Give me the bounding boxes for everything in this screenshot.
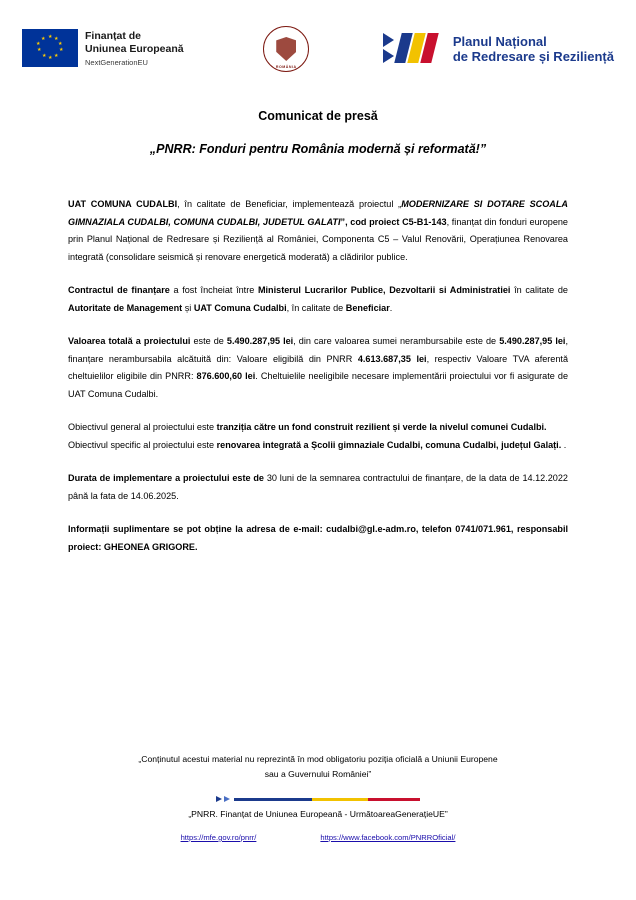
p2-text-b: a fost încheiat între [169,285,258,295]
p1-project-name: MODERNIZARE SI DOTARE SCOALA GIMNAZIALA CUDALBI, COMUNA CUDALBI, JUDETUL GALATI [68,199,568,227]
paragraph-6 [68,470,568,505]
disclaimer-line-2: sau a Guvernului României” [264,769,372,779]
pnrr-line-2: de Redresare și Reziliență [452,49,614,64]
p1-text-d: ”, cod proiect [340,216,403,227]
p2-uat: UAT Comuna Cudalbi [193,302,287,313]
p3-vat-value: 876.600,60 lei [196,371,256,381]
p4-text-b: este [194,422,217,432]
p4-general-objective: tranziția către un fond construit rezilient și verde la nivelul comunei Cudalbi. [216,422,547,432]
p6-duration-label: Durata de implementare [68,473,173,483]
eu-line-1: Finanțat de [85,30,142,42]
p4-general-objective-label: Obiectivul general al proiectului [68,422,195,432]
footer-note: „PNRR. Finanțat de Uniunea Europeană - UrmătoareaGenerațieUE” [188,809,448,819]
romania-government-seal-icon [263,26,309,72]
eu-flag-icon [22,29,78,67]
p7-contact-info: Informații suplimentare se pot obține la adresa de e-mail: cudalbi@gl.e-adm.ro, telefon 0741/071.961, responsabil proiect: GHEONEA GRIGORE. [68,524,568,552]
p3-eligible-value: 4.613.687,35 lei [357,353,427,364]
link-mfe[interactable]: https://mfe.gov.ro/pnrr/ [180,833,257,842]
p2-contract-label: Contractul de finanțare [68,285,170,295]
logo-header [22,18,614,80]
paragraph-1 [68,196,568,266]
p6-duration-value: 30 luni de la semnarea contractului de finanțare, de la data de 14.12.2022 până la fata de 14.06.2025. [68,473,568,501]
p3-nonreimbursable-value: 5.490.287,95 lei [499,336,566,346]
footer-flag-bar-icon [168,796,468,803]
p2-text-h: , în calitate de [286,302,346,313]
p5-specific-objective-label: Obiectivul specific al proiectului [68,439,195,450]
p1-project-code: C5-B1-143 [402,216,447,227]
document-footer [0,752,636,842]
eu-line-3: NextGenerationEU [85,58,148,67]
p5-text-d: . [561,439,567,450]
p3-text-j: . Cheltuielile neeligibile necesare implementării proiectului vor fi asigurate de UAT Comuna Cudalbi. [68,371,568,399]
pnrr-logo-text [453,34,614,64]
p3-text-d: , din care valoarea sumei nerambursabile este de [293,336,500,346]
link-facebook[interactable]: https://www.facebook.com/PNRROficial/ [320,833,456,842]
p3-text-h: , respectiv Valoare TVA aferentă cheltuielilor eligibile din PNRR: [68,353,569,381]
paragraph-3 [68,333,568,403]
eu-funding-text [85,29,184,69]
p3-total-value-label: Valoarea totală a proiectului [68,336,191,346]
p2-beneficiary-role: Beneficiar [345,302,390,313]
p2-text-d: în calitate de [510,285,568,295]
eu-stars: ★ ★ ★ ★ ★ ★ ★ ★ ★ ★ [36,34,64,61]
p1-text-f: , finanțat din fonduri europene prin Planul Național de Redresare și Reziliență al României, Componenta C5 – Valul Renovării, Operațiunea Renovarea integrată (consolidare seismică și renovare energetică moderată) a clădirilor publice. [68,216,568,262]
document-body [68,196,568,556]
disclaimer-line-1: „Conținutul acestui material nu reprezintă în mod obligatoriu poziția oficială a Uniunii Europene [138,754,498,764]
paragraph-2 [68,282,568,317]
pnrr-logo [383,32,614,66]
p5-text-b: este [194,439,217,450]
p3-text-f: , finanțare nerambursabila alcătuită din: Valoare eligibilă din PNRR [68,336,568,364]
p6-text-b: a proiectului este de [172,473,267,483]
footer-links [0,833,636,842]
crest-shape [276,37,296,61]
paragraph-7 [68,521,568,556]
seal-ring-label: ROMÂNIA [275,65,297,69]
eu-line-2: Uniunea Europeană [85,42,184,55]
p5-specific-objective: renovarea integrată a Școlii gimnaziale Cudalbi, comuna Cudalbi, județul Galați. [216,439,562,450]
eu-funding-logo [22,29,184,69]
page-title: Comunicat de presă [258,109,378,123]
p1-beneficiary: UAT COMUNA CUDALBI [68,199,178,209]
page-subtitle: „PNRR: Fonduri pentru România modernă și reformată!” [149,142,487,156]
p2-text-f: și [182,302,194,313]
p3-total-value: 5.490.287,95 lei [226,336,294,346]
disclaimer [0,752,636,782]
p2-ministry: Ministerul Lucrarilor Publice, Dezvoltarii si Administratiei [257,285,511,295]
pnrr-line-1: Planul Național [452,34,547,49]
p1-text-b: , în calitate de Beneficiar, implementează proiectul „ [177,199,402,209]
pnrr-flag-icon [383,32,445,66]
paragraph-5 [68,437,568,455]
paragraph-4 [68,419,568,437]
p2-management-authority: Autoritate de Management [68,302,183,313]
p2-text-j: . [389,302,393,313]
p3-text-b: este de [190,336,227,346]
